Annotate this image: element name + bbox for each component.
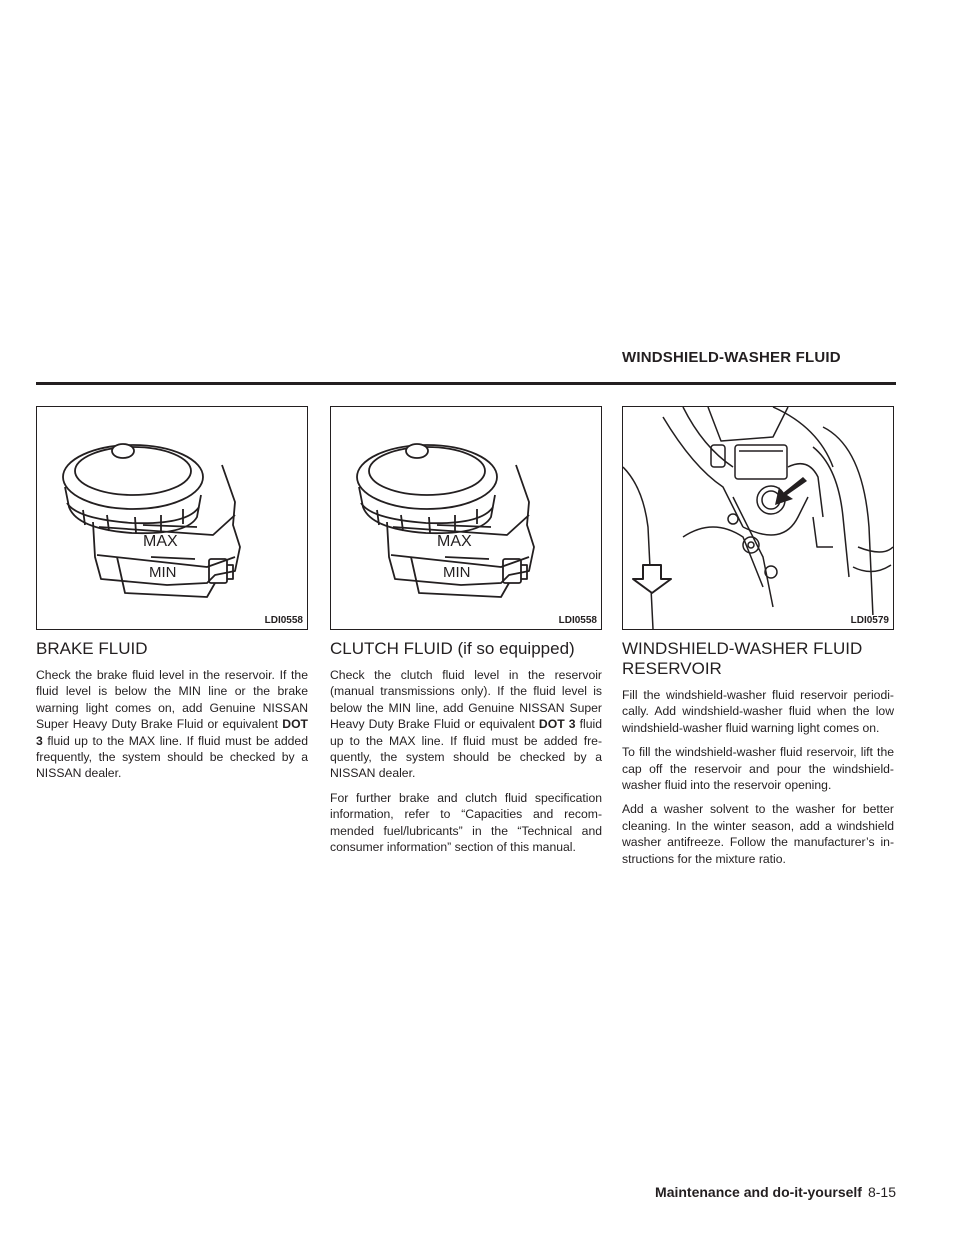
- washer-paragraph-3: Add a washer solvent to the washer for better cleaning. In the winter season, add a windshield washer antifreeze. Follow the manufacturer’s in-structions for the mixture ratio.: [622, 802, 894, 866]
- washer-reservoir-heading: WINDSHIELD-WASHER FLUID RESERVOIR: [622, 639, 863, 678]
- figure-code: LDI0579: [850, 615, 889, 626]
- figure-code: LDI0558: [264, 615, 303, 626]
- clutch-reservoir-figure: [330, 406, 602, 630]
- page-footer: [580, 1184, 896, 1200]
- max-label: MAX: [143, 533, 178, 550]
- clutch-fluid-paragraph: Check the clutch fluid level in the reservoir (manual transmissions only). If the fluid level is below the MIN line, add Genuine NISSAN Super Heavy Duty Brake Fluid or equivalent DOT 3 fluid up to the MAX line. If fluid must be added fre-quently, the system should be checked by a NISSAN dealer.: [330, 668, 603, 781]
- dot3-bold: DOT 3: [538, 717, 576, 732]
- brake-fluid-paragraph: Check the brake fluid level in the reservoir. If the fluid level is below the MIN line or the brake warning light comes on, add Genuine NISSAN Super Heavy Duty Brake Fluid or equivalent DOT 3 fluid up to the MAX line. If fluid must be added frequently, the system should be checked by a NISSAN dealer.: [36, 668, 308, 781]
- washer-paragraph-1: Fill the windshield-washer fluid reservoir periodi-cally. Add windshield-washer fluid when the low windshield-washer fluid warning light comes on.: [622, 688, 894, 735]
- footer-section-title: Maintenance and do-it-yourself: [655, 1184, 862, 1200]
- min-label: MIN: [149, 564, 177, 581]
- page-number: 8-15: [867, 1184, 896, 1200]
- washer-reservoir-figure: [622, 406, 894, 630]
- clutch-fluid-column: [330, 406, 602, 863]
- dot3-bold: DOT 3: [36, 717, 308, 748]
- brake-reservoir-illustration: [37, 407, 307, 629]
- engine-bay-illustration: [623, 407, 893, 629]
- max-label: MAX: [437, 533, 472, 550]
- brake-fluid-heading: BRAKE FLUID: [36, 639, 148, 658]
- washer-fluid-column: [622, 406, 894, 875]
- brake-reservoir-figure: [36, 406, 308, 630]
- clutch-fluid-heading: CLUTCH FLUID (if so equipped): [330, 639, 575, 658]
- washer-paragraph-2: To fill the windshield-washer fluid reservoir, lift the cap off the reservoir and pour the windshield-washer fluid into the reservoir opening.: [622, 745, 894, 793]
- min-label: MIN: [443, 564, 471, 581]
- header-rule: [36, 382, 896, 385]
- specification-paragraph: For further brake and clutch fluid specification information, refer to “Capacities and recom-mended fuel/lubricants” in the “Technical and consumer information” section of this manual.: [330, 790, 602, 855]
- brake-fluid-column: [36, 406, 308, 790]
- clutch-reservoir-illustration: [331, 407, 601, 629]
- figure-code: LDI0558: [558, 615, 597, 626]
- section-header: WINDSHIELD-WASHER FLUID: [622, 349, 841, 366]
